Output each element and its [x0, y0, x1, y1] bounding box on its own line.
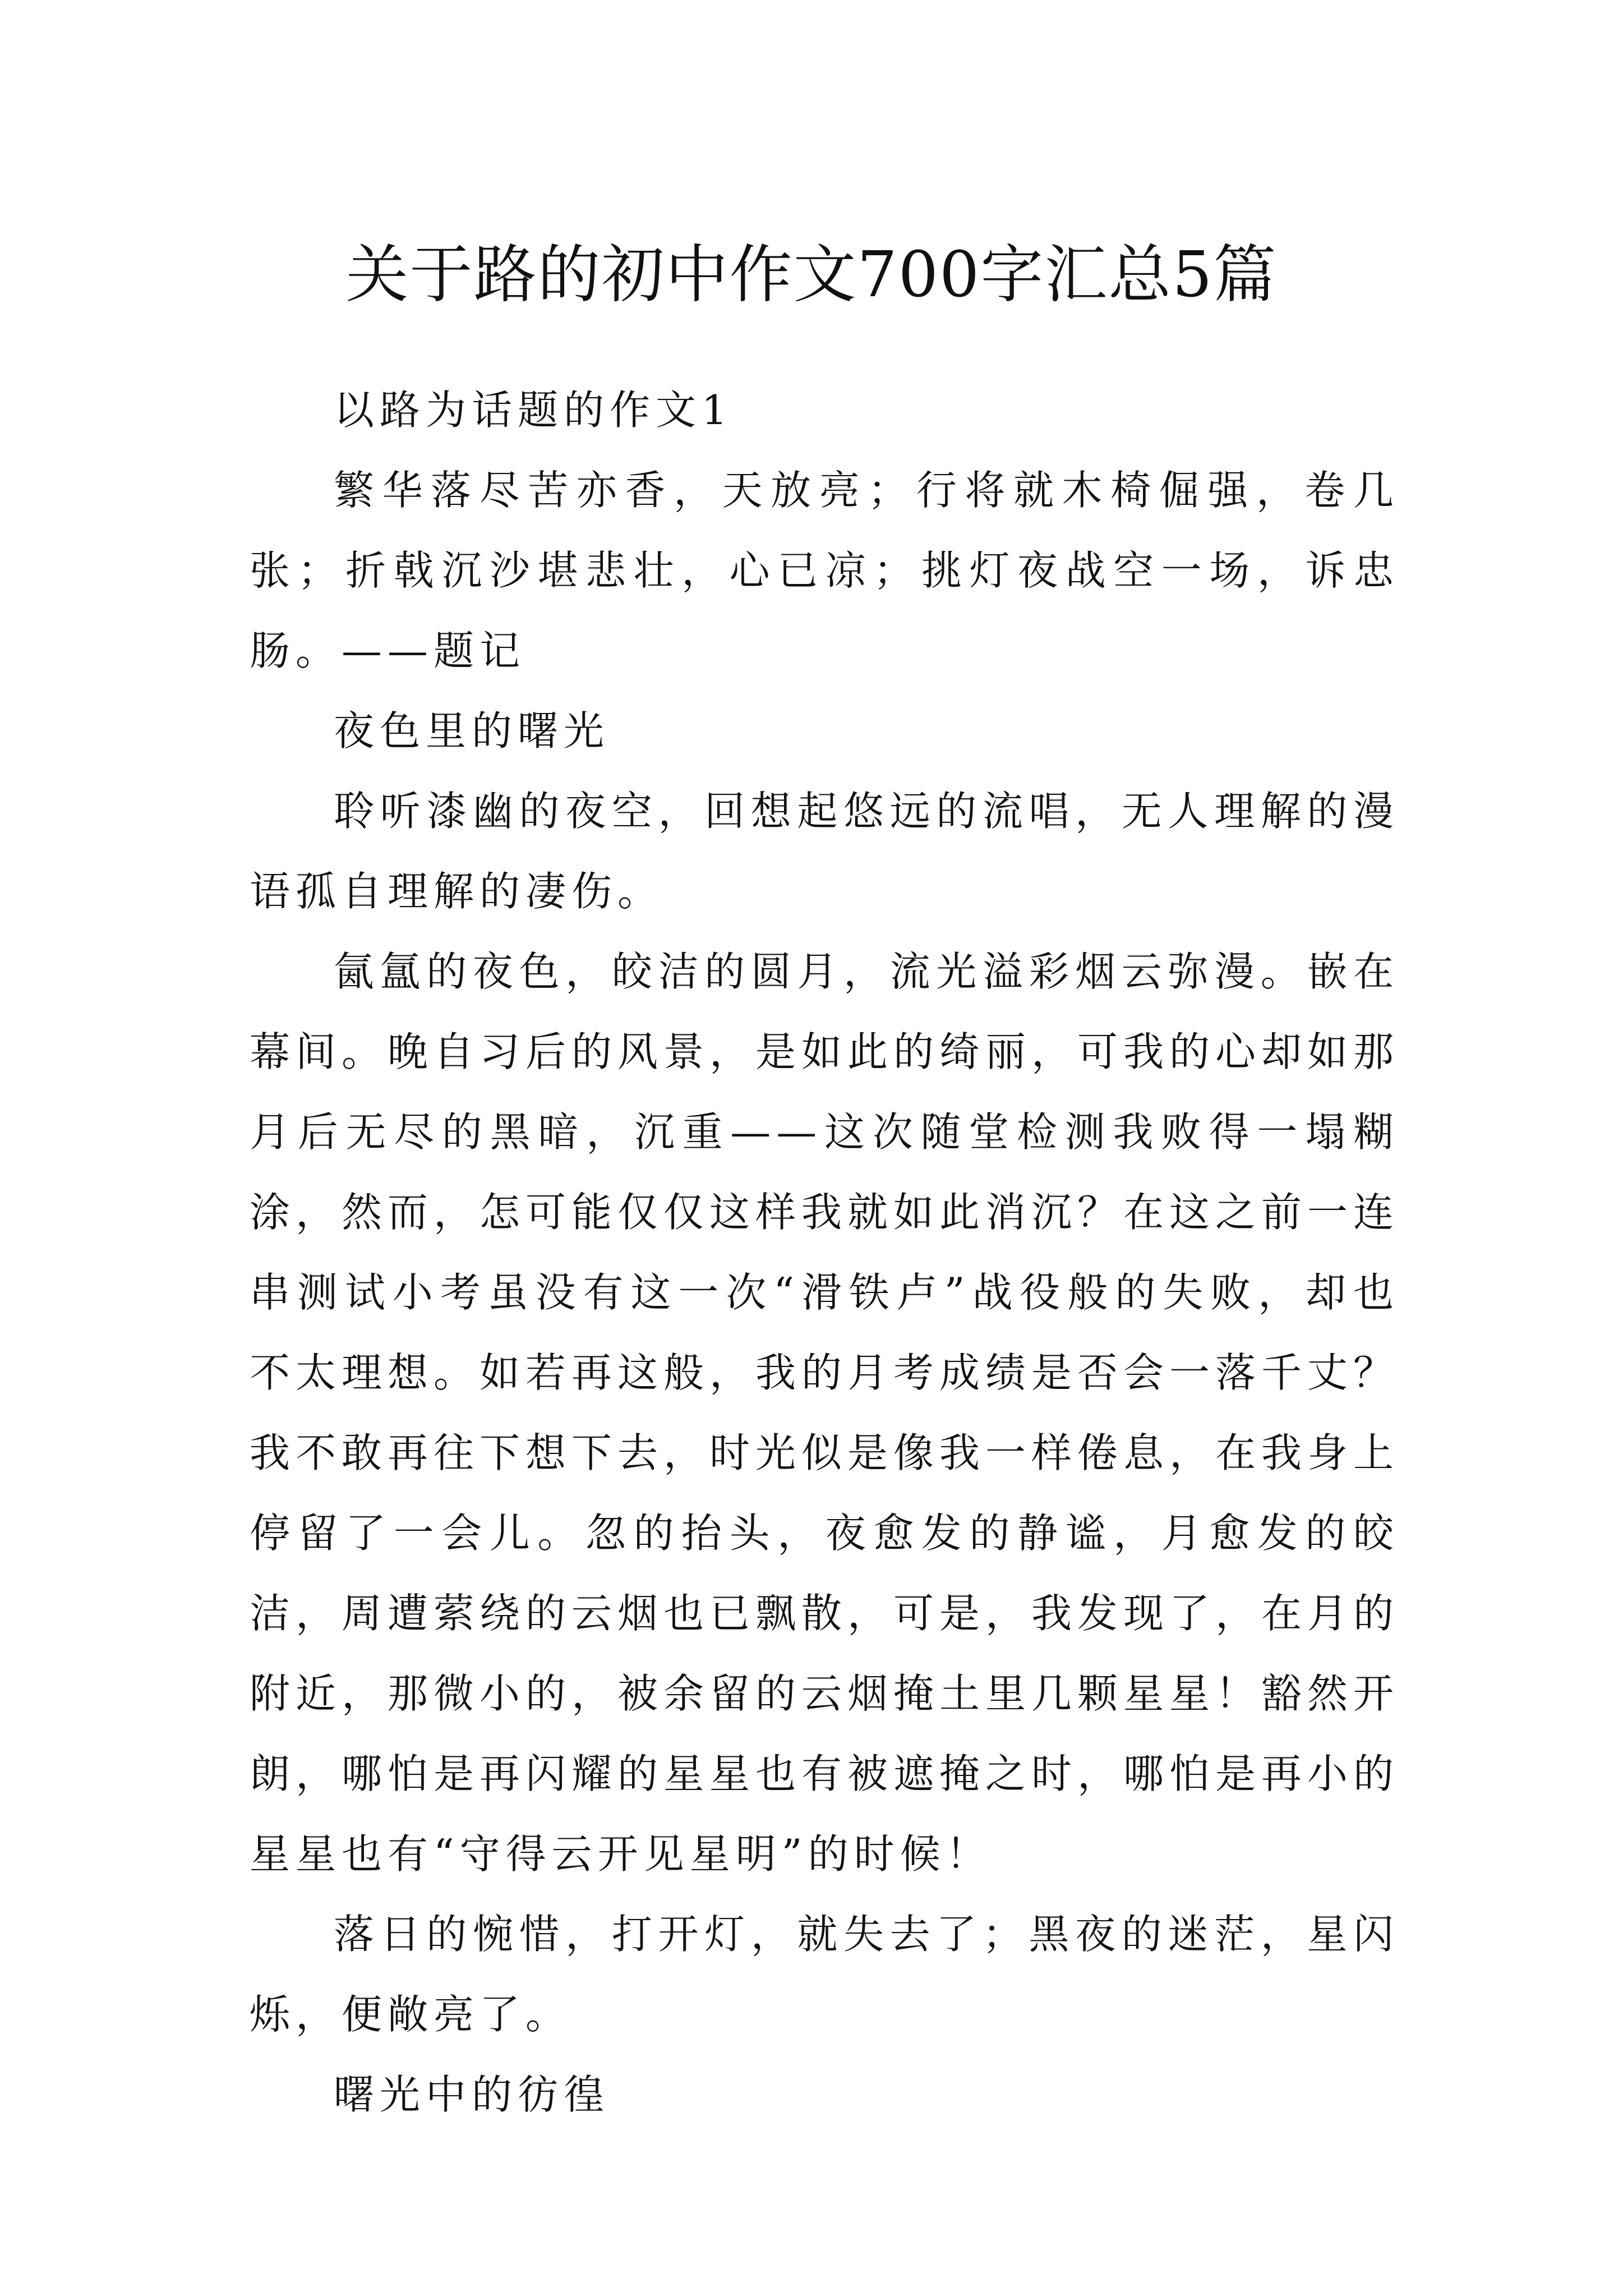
section-heading-night: 夜色里的曙光	[334, 707, 610, 754]
section-heading-dawn: 曙光中的彷徨	[334, 2071, 610, 2118]
body-paragraph: 落日的惋惜，打开灯，就失去了；黑夜的迷茫，星闪烁，便敞亮了。	[250, 1911, 1399, 2038]
document-title: 关于路的初中作文700字汇总5篇	[345, 238, 1278, 312]
epigraph-paragraph: 繁华落尽苦亦香，天放亮；行将就木椅倔强，卷几张；折戟沉沙堪悲壮，心已凉；挑灯夜战空一场，诉忠肠。——题记	[250, 467, 1399, 674]
body-paragraph: 聆听漆幽的夜空，回想起悠远的流唱，无人理解的漫语孤自理解的凄伤。	[250, 788, 1399, 915]
document-body	[250, 370, 1399, 2135]
body-paragraph: 氤氲的夜色，皎洁的圆月，流光溢彩烟云弥漫。嵌在幕间。晚自习后的风景，是如此的绮丽，可我的心却如那月后无尽的黑暗，沉重——这次随堂检测我败得一塌糊涂，然而，怎可能仅仅这样我就如此消沉？在这之前一连串测试小考虽没有这一次“滑铁卢”战役般的失败，却也不太理想。如若再这般，我的月考成绩是否会一落千丈？我不敢再往下想下去，时光似是像我一样倦息，在我身上停留了一会儿。忽的抬头，夜愈发的静谧，月愈发的皎洁，周遭萦绕的云烟也已飘散，可是，我发现了，在月的附近，那微小的，被余留的云烟掩土里几颗星星！豁然开朗，哪怕是再闪耀的星星也有被遮掩之时，哪怕是再小的星星也有“守得云开见星明”的时候！	[250, 948, 1400, 1878]
essay-heading: 以路为话题的作文1	[334, 386, 733, 434]
